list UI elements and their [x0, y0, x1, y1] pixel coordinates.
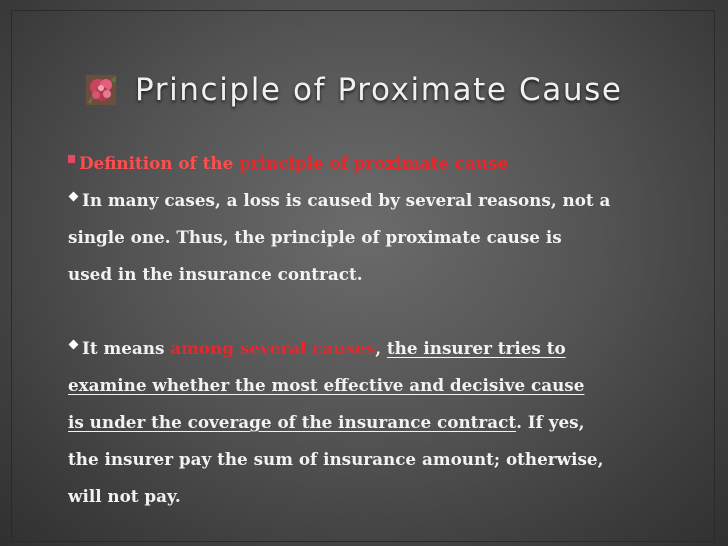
- square-bullet-icon: [68, 155, 75, 163]
- slide-title: Principle of Proximate Cause: [135, 72, 623, 108]
- paragraph-2: It means among several causes, the insurer tries to examine whether the most effective and decisive cause is under the coverage of the insurance contract. If yes, the insurer pay the sum of insurance amount; otherwise, will not pay.: [68, 338, 604, 506]
- slide-content: [68, 145, 708, 515]
- title-row: [85, 60, 623, 120]
- paragraph-1: In many cases, a loss is caused by several reasons, not a single one. Thus, the principle of proximate cause is used in the insurance contract.: [68, 190, 611, 284]
- diamond-bullet-icon: [69, 192, 79, 202]
- flower-bullet-icon: [85, 72, 121, 108]
- definition-line: Definition of the principle of proximate cause: [68, 145, 708, 182]
- spacer: [68, 293, 708, 330]
- diamond-bullet-icon: [69, 340, 79, 350]
